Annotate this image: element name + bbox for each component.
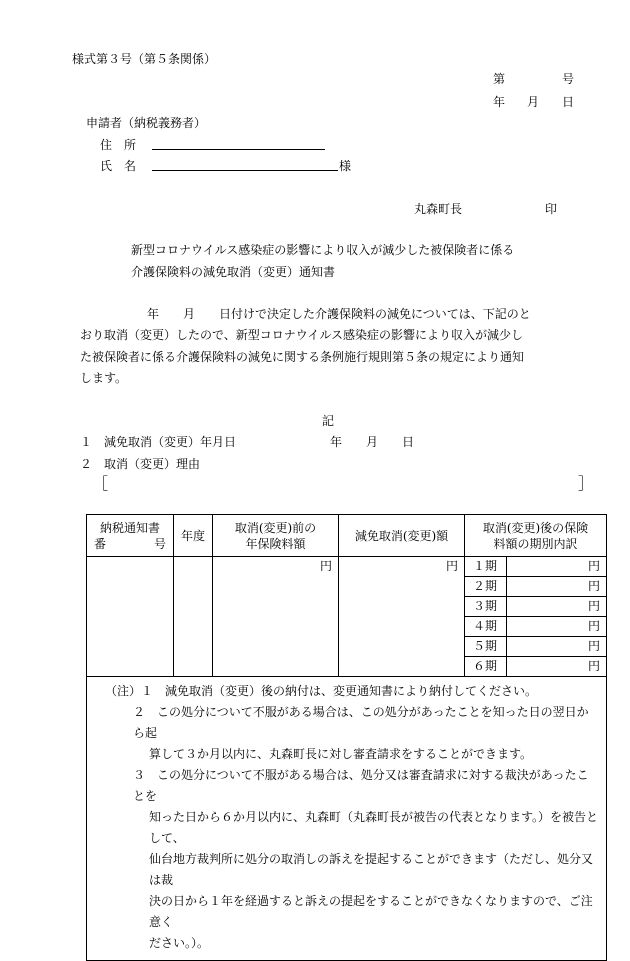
yen-unit: 円 — [445, 559, 458, 573]
note-3-line4: 決の日から１年を経過すると訴えの提起をすることができなくなりますので、ご注意く — [149, 894, 593, 929]
name-field-line[interactable] — [152, 170, 338, 171]
cell-reduction-amount[interactable] — [339, 557, 465, 677]
period-label: ２期 — [465, 577, 507, 597]
form-number: 様式第３号（第５条関係） — [72, 52, 217, 66]
body-line-3: た被保険者に係る介護保険料の減免に関する条例施行規則第５条の規定により通知 — [80, 350, 525, 364]
header-notice-number-line2: 番 号 — [93, 536, 166, 551]
body-line-2: おり取消（変更）したので、新型コロナウイルス感染症の影響により収入が減少し — [80, 328, 524, 342]
period-amount[interactable]: 円 — [507, 557, 607, 577]
cell-fiscal-year[interactable] — [174, 557, 213, 677]
title-line-2: 介護保険料の減免取消（変更）通知書 — [131, 265, 336, 279]
note-3-line2: 知った日から６か月以内に、丸森町（丸森町長が被告の代表となります。）を被告として、 — [149, 810, 599, 845]
header-period-breakdown-line2: 料額の期別内訳 — [493, 536, 578, 551]
period-amount[interactable]: 円 — [507, 597, 607, 617]
address-label: 住 所 — [100, 138, 137, 152]
header-notice-number — [87, 515, 174, 557]
reason-bracket-close: ］ — [578, 474, 595, 493]
name-label: 氏 名 — [100, 159, 137, 173]
period-label: １期 — [465, 557, 507, 577]
header-pre-premium-line1: 取消(変更)前の — [234, 520, 317, 535]
cell-pre-premium[interactable] — [213, 557, 339, 677]
address-field-line[interactable] — [152, 149, 325, 150]
date-year: 年 — [493, 95, 506, 109]
note-3-line3: 仙台地方裁判所に処分の取消しの訴えを提起することができます（ただし、処分又は裁 — [149, 852, 594, 887]
date-day: 日 — [562, 95, 575, 109]
period-label: ４期 — [465, 617, 507, 637]
header-period-breakdown — [465, 515, 607, 557]
notes-section — [87, 677, 607, 961]
header-period-breakdown-line1: 取消(変更)後の保険 — [482, 520, 589, 535]
period-amount[interactable]: 円 — [507, 617, 607, 637]
period-label: ５期 — [465, 637, 507, 657]
note-3-line5: ださい。）。 — [149, 936, 210, 950]
issuer: 丸森町長 — [414, 202, 463, 216]
period-amount[interactable]: 円 — [507, 637, 607, 657]
name-suffix: 様 — [339, 159, 352, 173]
title-line-1: 新型コロナウイルス感染症の影響により収入が減少した被保険者に係る — [131, 243, 515, 257]
period-label: ６期 — [465, 657, 507, 677]
cell-notice-number[interactable] — [87, 557, 174, 677]
header-reduction-amount: 減免取消(変更)額 — [339, 515, 465, 557]
header-pre-premium — [213, 515, 339, 557]
seal-mark: 印 — [545, 202, 558, 216]
reason-bracket-open: ［ — [92, 474, 109, 493]
note-1: （注）１ 減免取消（変更）後の納付は、変更通知書により納付してください。 — [105, 684, 538, 698]
note-2-line1: ２ この処分について不服がある場合は、この処分があったことを知った日の翌日から起 — [133, 705, 589, 740]
header-notice-number-line1: 納税通知書 — [99, 520, 160, 535]
period-amount[interactable]: 円 — [507, 577, 607, 597]
doc-number-prefix: 第 — [493, 72, 506, 86]
item1-date: 年 月 日 — [330, 435, 415, 449]
item2-label: ２ 取消（変更）理由 — [80, 457, 201, 471]
body-line-1: 年 月 日付けで決定した介護保険料の減免については、下記のと — [147, 307, 531, 321]
doc-number-suffix: 号 — [562, 72, 575, 86]
period-label: ３期 — [465, 597, 507, 617]
body-line-4: します。 — [80, 371, 128, 385]
reduction-table — [86, 514, 607, 961]
header-fiscal-year: 年度 — [174, 515, 213, 557]
note-2-line2: 算して３か月以内に、丸森町長に対し審査請求をすることができます。 — [149, 747, 533, 761]
date-month: 月 — [527, 95, 540, 109]
yen-unit: 円 — [319, 559, 332, 573]
period-amount[interactable]: 円 — [507, 657, 607, 677]
reason-field[interactable] — [110, 474, 580, 490]
item1-label: １ 減免取消（変更）年月日 — [80, 435, 237, 449]
header-pre-premium-line2: 年保険料額 — [245, 536, 306, 551]
applicant-label: 申請者（納税義務者） — [86, 116, 207, 130]
note-3-line1: ３ この処分について不服がある場合は、処分又は審査請求に対する裁決があったことを — [133, 768, 589, 803]
ki-heading: 記 — [322, 414, 335, 428]
